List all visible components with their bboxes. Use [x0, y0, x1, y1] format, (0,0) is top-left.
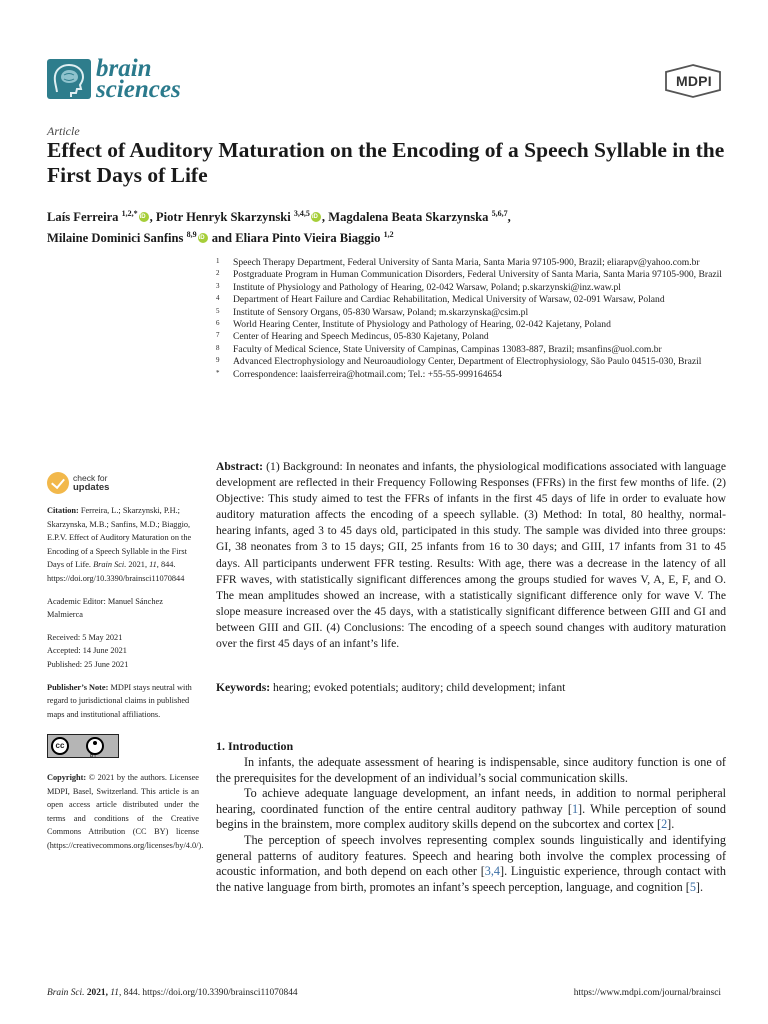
orcid-icon[interactable] [311, 212, 321, 222]
publisher-name: MDPI [676, 73, 712, 89]
reference-link-1[interactable]: 1 [571, 801, 579, 816]
author-name: Piotr Henryk Skarzynski [155, 210, 291, 224]
dates-block [47, 631, 199, 672]
check-for-updates-button[interactable] [47, 470, 199, 496]
affiliation-item [216, 269, 736, 281]
publisher-note-label: Publisher’s Note: [47, 682, 109, 692]
citation-label: Citation: [47, 506, 79, 515]
author-separator: , [149, 210, 156, 224]
affiliation-item [216, 294, 736, 306]
paragraph-3-text-c: ]. [695, 879, 704, 894]
reference-link-5[interactable]: 5 [689, 879, 696, 894]
copyright-text: © 2021 by the authors. Licensee MDPI, Basel, Switzerland. This article is an open access article distributed under the terms and conditions of the Creative Commons Attribution (CC BY) license (https://creativecommons.org/licenses/by/4.0/). [47, 772, 204, 850]
footer-year: 2021, [84, 988, 111, 998]
section-heading-introduction: 1. Introduction [216, 739, 294, 753]
affiliation-number: 2 [216, 269, 220, 278]
paragraph-1: In infants, the adequate assessment of hearing is indispensable, since auditory function is one of the prerequisites for the development of an individual’s social communication skills. [216, 755, 726, 785]
affiliation-text: Speech Therapy Department, Federal University of Santa Maria, Santa Maria 97105-900, Brazil; eliarapv@yahoo.com.br [233, 257, 700, 268]
affiliation-text: Institute of Physiology and Pathology of Hearing, 02-042 Warsaw, Poland; p.skarzynski@inz.waw.pl [233, 281, 621, 293]
affiliation-item [216, 331, 736, 343]
footer-journal-url[interactable]: https://www.mdpi.com/journal/brainsci [573, 988, 721, 998]
copyright-label: Copyright: [47, 772, 87, 782]
author-affiliation-sup: 1,2 [383, 230, 394, 239]
affiliation-text: Correspondence: laaisferreira@hotmail.com; Tel.: +55-55-999164654 [233, 368, 502, 380]
affiliation-text: Advanced Electrophysiology and Neuroaudiology Center, Department of Electrophysiology, São Paulo 04515-030, Brazil [233, 356, 702, 368]
abstract [216, 459, 726, 652]
academic-editor: Academic Editor: Manuel Sánchez Malmierca [47, 596, 163, 620]
journal-name-line2: sciences [96, 76, 181, 103]
keywords-text: hearing; evoked potentials; auditory; child development; infant [270, 681, 566, 694]
paragraph-2-text-a: To achieve adequate language development, an infant needs, in addition to normal peripheral hearing, coordinated function of the entire central auditory pathway [ [216, 786, 726, 816]
citation-journal: Brain Sci. [93, 560, 127, 570]
brain-icon [47, 59, 91, 99]
footer-citation [47, 988, 298, 998]
check-line2: updates [73, 482, 110, 493]
affiliation-text: World Hearing Center, Institute of Physiology and Pathology of Hearing, 02-042 Kajetany, Poland [233, 319, 611, 331]
citation-doi-link[interactable]: , 844. https://doi.org/10.3390/brainsci11070844 [47, 560, 185, 583]
author-affiliation-sup: 5,6,7 [491, 209, 508, 218]
citation-year: 2021, [126, 560, 150, 570]
publisher-note-text: MDPI stays neutral with regard to jurisdictional claims in published maps and institutional affiliations. [47, 682, 192, 719]
author-name: Laís Ferreira [47, 210, 119, 224]
affiliation-number: 6 [216, 319, 220, 328]
cc-icon: cc [51, 737, 69, 755]
article-type: Article [47, 124, 80, 138]
affiliation-number: 8 [216, 343, 220, 352]
cc-by-license-badge[interactable] [47, 734, 119, 758]
affiliation-item [216, 307, 736, 319]
paragraph-2 [216, 786, 726, 833]
reference-link-2[interactable]: 2 [661, 817, 668, 832]
checkmark-icon [47, 472, 69, 494]
keywords-label: Keywords: [216, 681, 271, 694]
paragraph-3-text-a: The perception of speech involves representing complex sounds linguistically and identifying general patterns of auditory features. Speech and hearing both involve the complex processing of acoustic information, and both depend on each other [ [216, 832, 726, 879]
citation-block [47, 504, 199, 586]
author-affiliation-sup: 3,4,5 [293, 209, 310, 218]
paragraph-2-text-b: ]. While perception of sound begins in the brainstem, more complex auditory skills depend on the subcortex and cortex [ [216, 801, 726, 832]
affiliations-list [216, 257, 736, 381]
check-line1: check for [73, 473, 108, 483]
journal-name-line1: brain [96, 55, 152, 82]
abstract-label: Abstract: [216, 460, 264, 473]
author-separator: and [208, 231, 236, 245]
affiliation-item [216, 356, 736, 368]
affiliation-item [216, 344, 736, 356]
author-affiliation-sup: 8,9 [186, 230, 197, 239]
paragraph-2-text-c: ]. [667, 817, 675, 832]
orcid-icon[interactable] [198, 233, 208, 243]
author-name: Eliara Pinto Vieira Biaggio [235, 231, 381, 245]
affiliation-text: Institute of Sensory Organs, 05-830 Warsaw, Poland; m.skarzynska@csim.pl [233, 306, 529, 318]
accepted-date: Accepted: 14 June 2021 [47, 646, 127, 656]
affiliation-number: * [216, 368, 220, 377]
author-name: Milaine Dominici Sanfins [47, 231, 184, 245]
footer-volume: 11 [110, 988, 119, 998]
published-date: Published: 25 June 2021 [47, 659, 129, 669]
journal-logo [47, 55, 181, 103]
affiliation-text: Department of Heart Failure and Cardiac Rehabilitation, Medical University of Warsaw, 02-091 Warsaw, Poland [233, 294, 665, 306]
affiliation-text: Center of Hearing and Speech Medincus, 05-830 Kajetany, Poland [233, 331, 489, 343]
affiliation-item [216, 257, 736, 269]
affiliation-item [216, 319, 736, 331]
mdpi-logo [664, 64, 722, 98]
publisher-note [47, 681, 199, 722]
affiliation-number: 1 [216, 257, 220, 265]
keywords [216, 680, 726, 696]
received-date: Received: 5 May 2021 [47, 632, 123, 642]
introduction-body [216, 755, 726, 895]
reference-link-3-4[interactable]: 3,4 [484, 864, 501, 879]
paragraph-3-text-b: ]. Linguistic experience, through contact with the native language from birth, promotes an infant’s speech perception, language, and cognition [ [216, 864, 726, 894]
author-separator: , [507, 210, 511, 224]
affiliation-item [216, 282, 736, 294]
affiliation-number: 4 [216, 294, 220, 303]
author-name: Magdalena Beata Skarzynska [328, 210, 489, 224]
footer-doi-link[interactable]: , 844. https://doi.org/10.3390/brainsci11070844 [118, 988, 298, 998]
paragraph-3 [216, 833, 726, 895]
copyright-block [47, 771, 204, 853]
article-sidebar [47, 470, 204, 861]
citation-text: Ferreira, L.; Skarzynski, P.H.; Skarzynska, M.B.; Sanfins, M.D.; Biaggio, E.P.V. Effect of Auditory Maturation on the Encoding of a Speech Syllable in the First Days of Life. [47, 506, 192, 570]
footer-journal: Brain Sci. [47, 988, 85, 998]
author-affiliation-sup: 1,2,* [121, 209, 138, 218]
orcid-icon[interactable] [139, 212, 149, 222]
affiliation-number: 7 [216, 331, 220, 340]
author-list [47, 205, 737, 247]
affiliation-number: 3 [216, 281, 220, 290]
affiliation-number: 9 [216, 356, 220, 365]
citation-volume: 11 [149, 560, 157, 570]
affiliation-number: 5 [216, 306, 220, 315]
affiliation-text: Faculty of Medical Science, State University of Campinas, Campinas 13083-887, Brazil; msanfins@uol.com.br [233, 343, 662, 355]
by-label: BY [90, 753, 97, 760]
affiliation-item [216, 369, 736, 381]
author-separator: , [321, 210, 329, 224]
article-title: Effect of Auditory Maturation on the Encoding of a Speech Syllable in the First Days of Life [47, 138, 725, 187]
affiliation-text: Postgraduate Program in Human Communication Disorders, Federal University of Santa Maria, Santa Maria 97105-900, Brazil [233, 269, 722, 281]
abstract-text: (1) Background: In neonates and infants, the physiological modifications associated with language development are reflected in their Frequency Following Responses (FFRs) in the first few months of life. (2) Objective: This study aimed to test the FFRs of infants in the first 45 days of life in order to evaluate how auditory maturation affects the encoding of a speech syllable. (3) Method: In total, 80 healthy, normal-hearing infants, aged 3 to 45 days old, participated in this study. The sample was divided into three groups: GI, 38 neonates from 3 to 15 days; GII, 25 infants from 16 to 30 days; and GIII, 17 infants from 31 to 45 days. All participants underwent FFR testing. Results: With age, there was a decrease in the latency of all FFR waves, with statistically significant differences among the groups studied for waves V, A, E, F, and O. The mean amplitudes showed an increase, with a statistically significant difference only for wave V. The slope measure increased over the 45 days, with a statistically significant difference between GIII and GI and between GIII and GII. (4) Conclusions: The encoding of a speech sound changes with auditory maturation over the first 45 days of an infant’s life. [216, 460, 726, 651]
